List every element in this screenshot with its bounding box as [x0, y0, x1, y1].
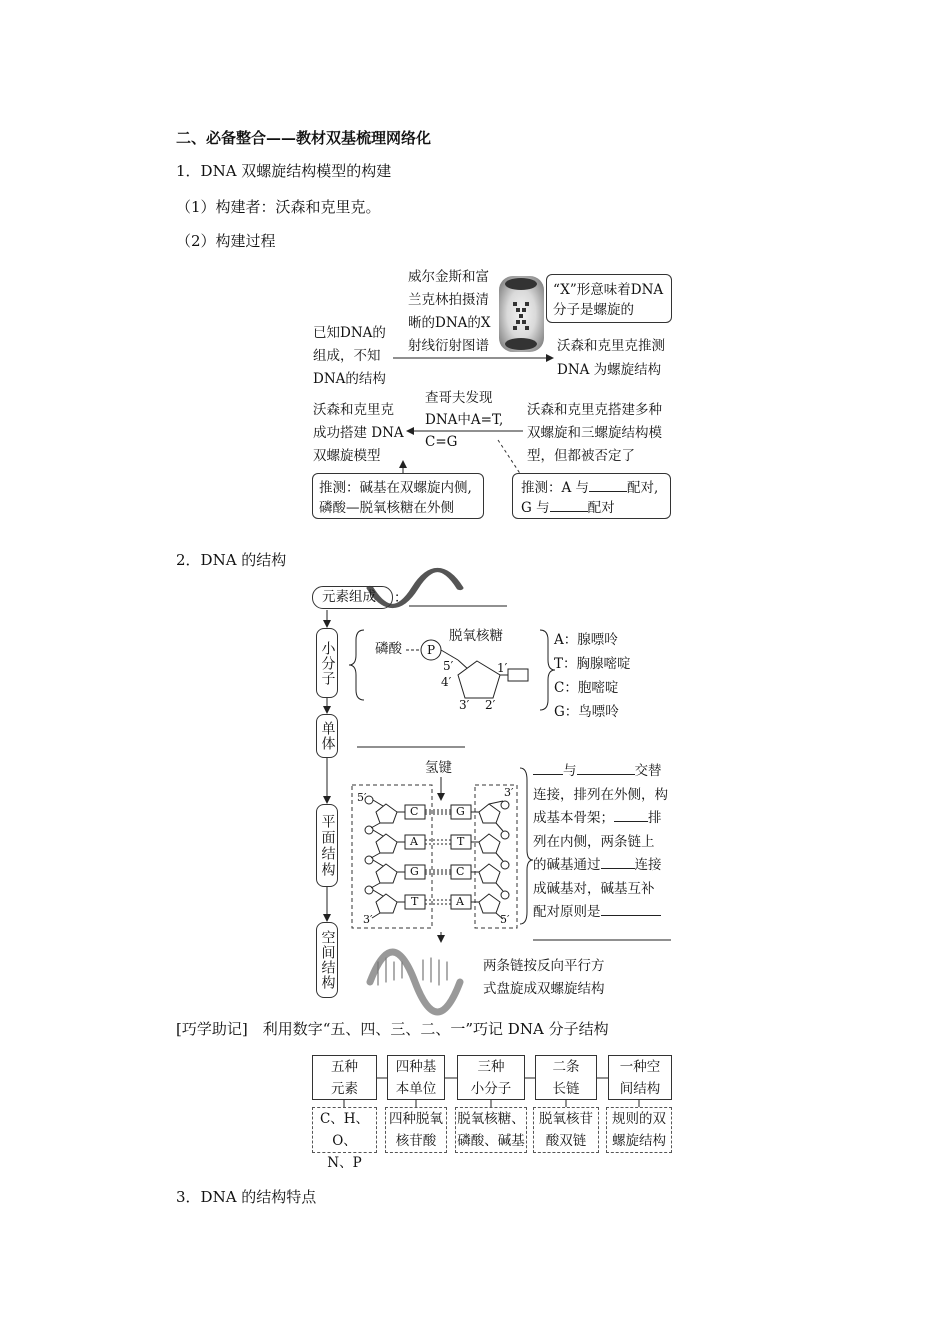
small-molecule-box: 小分子: [316, 628, 338, 698]
base-item: A：腺嘌呤: [554, 632, 618, 648]
section-1-title: 1．DNA 双螺旋结构模型的构建: [176, 162, 392, 180]
mnemonic-title: [巧学助记] 利用数字“五、四、三、二、一”巧记 DNA 分子结构: [176, 1020, 609, 1038]
base-letter: G: [456, 805, 465, 818]
mnemonic-bottom-box: 规则的双 螺旋结构: [606, 1107, 672, 1153]
chargaff-text: 查哥夫发现 DNA中A=T, C=G: [425, 390, 504, 450]
hydrogen-bond-label: 氢键: [425, 760, 452, 776]
phosphate-label: 磷酸: [375, 641, 402, 657]
element-colon: ：: [394, 590, 408, 606]
base-item: G：鸟嘌呤: [554, 704, 619, 720]
sugar-label: 脱氧核糖: [449, 628, 503, 644]
mnemonic-top-box: 二条 长链: [535, 1055, 597, 1100]
carbon-4: 4′: [441, 675, 452, 689]
mnemonic-top-box: 四种基 本单位: [387, 1055, 445, 1100]
base-letter: G: [410, 865, 419, 878]
element-composition-label: 元素组成: [322, 589, 376, 605]
end-label: 3′: [504, 786, 514, 799]
section-3-title: 3．DNA 的结构特点: [176, 1188, 317, 1206]
space-structure-box: 空间结构: [316, 922, 338, 998]
mnemonic-bottom-box: 脱氧核糖、 磷酸、碱基: [455, 1107, 527, 1153]
mnemonic-bottom-box: C、H、O、 N、P: [312, 1107, 377, 1153]
base-item: C：胞嘧啶: [554, 680, 619, 696]
phosphate-P: P: [427, 643, 436, 657]
mnemonic-bottom-box: 四种脱氧 核苷酸: [385, 1107, 447, 1153]
helix-description: 两条链按反向平行方 式盘旋成双螺旋结构: [483, 958, 605, 997]
end-label: 5′: [357, 791, 367, 804]
base-letter: T: [457, 835, 465, 848]
plane-structure-box: 平面结构: [316, 804, 338, 887]
base-letter: C: [456, 865, 465, 878]
end-label: 5′: [500, 913, 510, 926]
success-text: 沃森和克里克 成功搭建 DNA 双螺旋模型: [313, 402, 404, 464]
guess-inside-text: 推测：碱基在双螺旋内侧, 磷酸—脱氧核糖在外侧: [319, 480, 472, 516]
carbon-2: 2′: [485, 698, 496, 712]
end-label: 3′: [363, 913, 373, 926]
section-heading: 二、必备整合——教材双基梳理网络化: [176, 129, 432, 147]
base-letter: A: [410, 835, 418, 848]
mnemonic-top-box: 五种 元素: [312, 1055, 377, 1100]
process-line: （2）构建过程: [176, 232, 276, 250]
section-2-title: 2．DNA 的结构: [176, 551, 287, 569]
carbon-1: 1′: [497, 661, 508, 675]
base-item: T：胸腺嘧啶: [554, 656, 631, 672]
wilkins-text: 威尔金斯和富 兰克林拍摄清 晰的DNA的X 射线衍射图谱: [408, 269, 491, 354]
models-text: 沃森和克里克搭建多种 双螺旋和三螺旋结构模 型，但都被否定了: [527, 402, 662, 464]
monomer-box: 单体: [316, 714, 338, 758]
speculate-text: 沃森和克里克推测 DNA 为螺旋结构: [557, 338, 665, 378]
x-shape-note: “X”形意味着DNA 分子是螺旋的: [553, 282, 664, 318]
mnemonic-top-box: 三种 小分子: [457, 1055, 525, 1100]
guess-pairing-text: 推测：A 与 配对, G 与 配对: [521, 480, 659, 516]
mnemonic-bottom-box: 脱氧核苷 酸双链: [533, 1107, 599, 1153]
known-text: 已知DNA的 组成，不知 DNA的结构: [313, 325, 386, 387]
builders-line: （1）构建者：沃森和克里克。: [176, 198, 381, 216]
base-letter: C: [410, 805, 419, 818]
carbon-5: 5′: [443, 659, 454, 673]
base-letter: A: [456, 895, 464, 908]
plane-structure-description: 与 交替 连接，排列在外侧，构 成基本骨架； 排 列在内侧，两条链上 的碱基通过 连接 成碱基对，碱基互补 配对原则是: [533, 763, 668, 920]
base-letter: T: [411, 895, 419, 908]
carbon-3: 3′: [459, 698, 470, 712]
mnemonic-top-box: 一种空 间结构: [608, 1055, 672, 1100]
